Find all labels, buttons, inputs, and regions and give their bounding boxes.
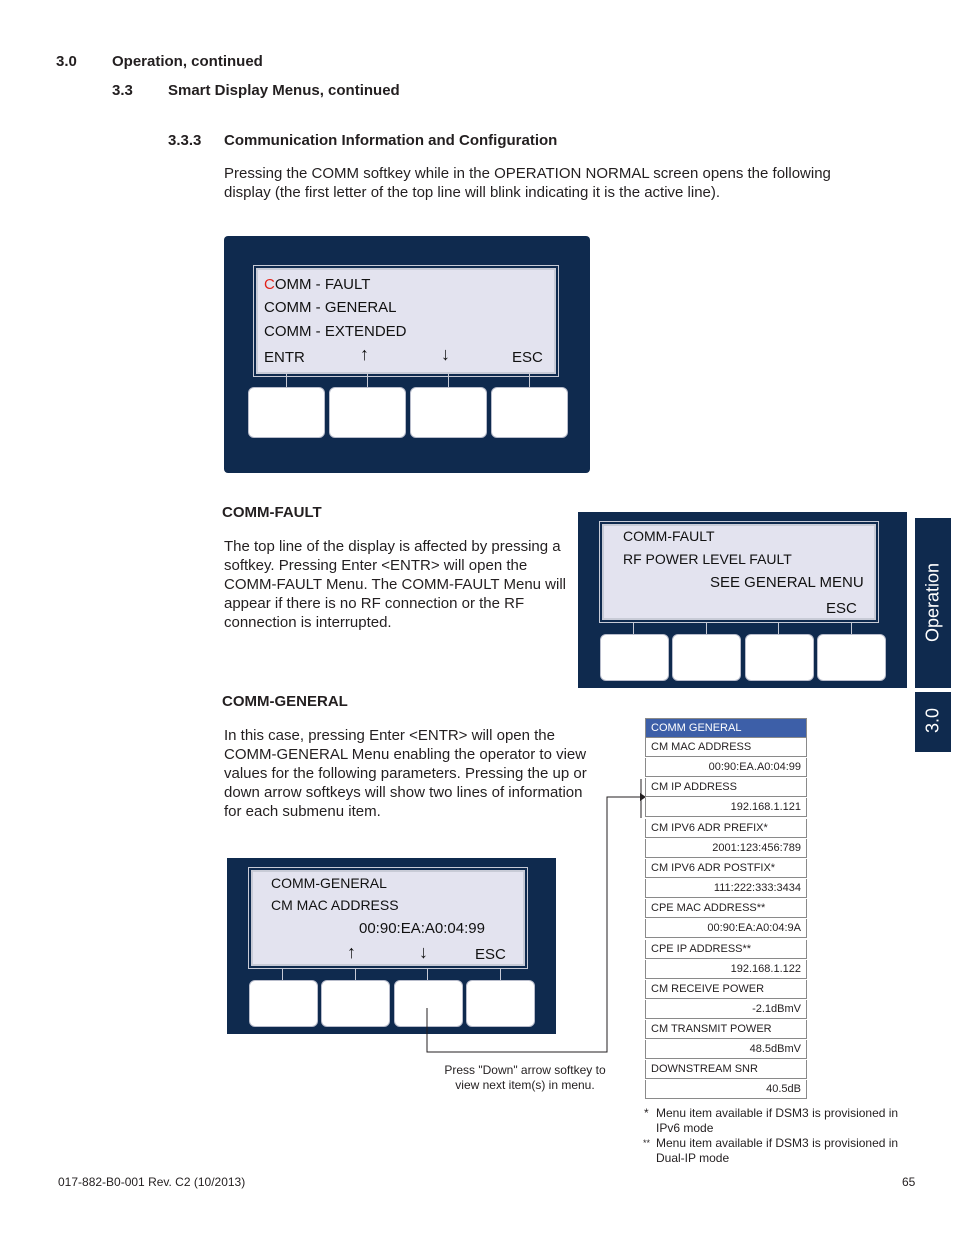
down-key-caption: Press "Down" arrow softkey to view next item(s) in menu.: [444, 1063, 606, 1092]
comm-general-paragraph: In this case, pressing Enter <ENTR> will open the COMM-GENERAL Menu enabling the operator to view values for the following parameters. Pressing the up or down arrow softkeys will show two lines of information for each submenu item.: [224, 727, 587, 820]
subsubsection-number: 3.3.3: [168, 132, 202, 149]
menu-table-label: CM MAC ADDRESS: [645, 738, 807, 757]
footnote-2: Menu item available if DSM3 is provisioned in Dual-IP mode: [656, 1136, 899, 1165]
down-arrow-icon: ↓: [441, 344, 450, 364]
menu-table-value: 48.5dBmV: [645, 1040, 807, 1059]
menu-table-label: CM IPV6 ADR PREFIX*: [645, 819, 807, 838]
lcd-line-3: COMM - EXTENDED: [264, 323, 407, 340]
menu-table-label: CM RECEIVE POWER: [645, 980, 807, 999]
footer-page-number: 65: [902, 1175, 916, 1189]
footer-doc-number: 017-882-B0-001 Rev. C2 (10/2013): [58, 1175, 246, 1189]
side-tab-section-number: 3.0: [922, 707, 943, 734]
menu-table-label: DOWNSTREAM SNR: [645, 1060, 807, 1079]
blinking-letter: C: [264, 276, 275, 293]
subsection-number: 3.3: [112, 82, 133, 99]
footnote-1: Menu item available if DSM3 is provisioned in IPv6 mode: [656, 1106, 899, 1135]
menu-table-label: CPE IP ADDRESS**: [645, 940, 807, 959]
lcd-line-1: COMM-GENERAL: [271, 875, 387, 891]
menu-table-label: CPE MAC ADDRESS**: [645, 899, 807, 918]
menu-table-value: -2.1dBmV: [645, 1000, 807, 1019]
softkey-label-entr: ENTR: [264, 349, 305, 366]
menu-table-value: 2001:123:456:789: [645, 839, 807, 858]
lcd-line-3: SEE GENERAL MENU: [710, 574, 864, 591]
menu-table-label: CM IP ADDRESS: [645, 778, 807, 797]
comm-fault-heading: COMM-FAULT: [222, 504, 322, 521]
menu-table-value: 40.5dB: [645, 1080, 807, 1099]
comm-general-heading: COMM-GENERAL: [222, 693, 348, 710]
up-arrow-icon: ↑: [347, 942, 356, 962]
softkey-label-esc: ESC: [512, 349, 543, 366]
menu-table-value: 111:222:333:3434: [645, 879, 807, 898]
section-title: Operation, continued: [112, 53, 263, 70]
section-number: 3.0: [56, 53, 77, 70]
softkey-label-esc: ESC: [475, 946, 506, 963]
menu-table-value: 00:90:EA:A0:04:9A: [645, 919, 807, 938]
menu-table-value: 00:90:EA.A0:04:99: [645, 758, 807, 777]
menu-table-label: CM TRANSMIT POWER: [645, 1020, 807, 1039]
footnote-1-mark: *: [644, 1106, 649, 1120]
lcd-line-2: RF POWER LEVEL FAULT: [623, 551, 792, 567]
intro-paragraph: Pressing the COMM softkey while in the OPERATION NORMAL screen opens the following display (the first letter of the top line will blink indicating it is the active line).: [224, 165, 831, 201]
menu-table-label: CM IPV6 ADR POSTFIX*: [645, 859, 807, 878]
down-arrow-icon: ↓: [419, 942, 428, 962]
softkey-label-esc: ESC: [826, 600, 857, 617]
lcd-line-2: CM MAC ADDRESS: [271, 897, 399, 913]
menu-table-value: 192.168.1.122: [645, 960, 807, 979]
side-tab-label: Operation: [922, 562, 943, 643]
menu-table-header: COMM GENERAL: [645, 718, 807, 738]
lcd-line-1: COMM-FAULT: [623, 528, 715, 544]
lcd-line-1-text: OMM - FAULT: [274, 276, 371, 293]
lcd-line-2: COMM - GENERAL: [264, 299, 397, 316]
menu-table-value: 192.168.1.121: [645, 798, 807, 817]
up-arrow-icon: ↑: [360, 344, 369, 364]
footnote-2-mark: **: [643, 1138, 651, 1148]
comm-fault-paragraph: The top line of the display is affected by pressing a softkey. Pressing Enter <ENTR> will open the COMM-FAULT Menu. The COMM-FAULT Menu will appear if there is no RF connection or the RF connection is interrupted.: [224, 538, 567, 631]
lcd-line-3: 00:90:EA:A0:04:99: [359, 920, 485, 937]
subsection-title: Smart Display Menus, continued: [168, 82, 400, 99]
subsubsection-title: Communication Information and Configuration: [224, 132, 558, 149]
